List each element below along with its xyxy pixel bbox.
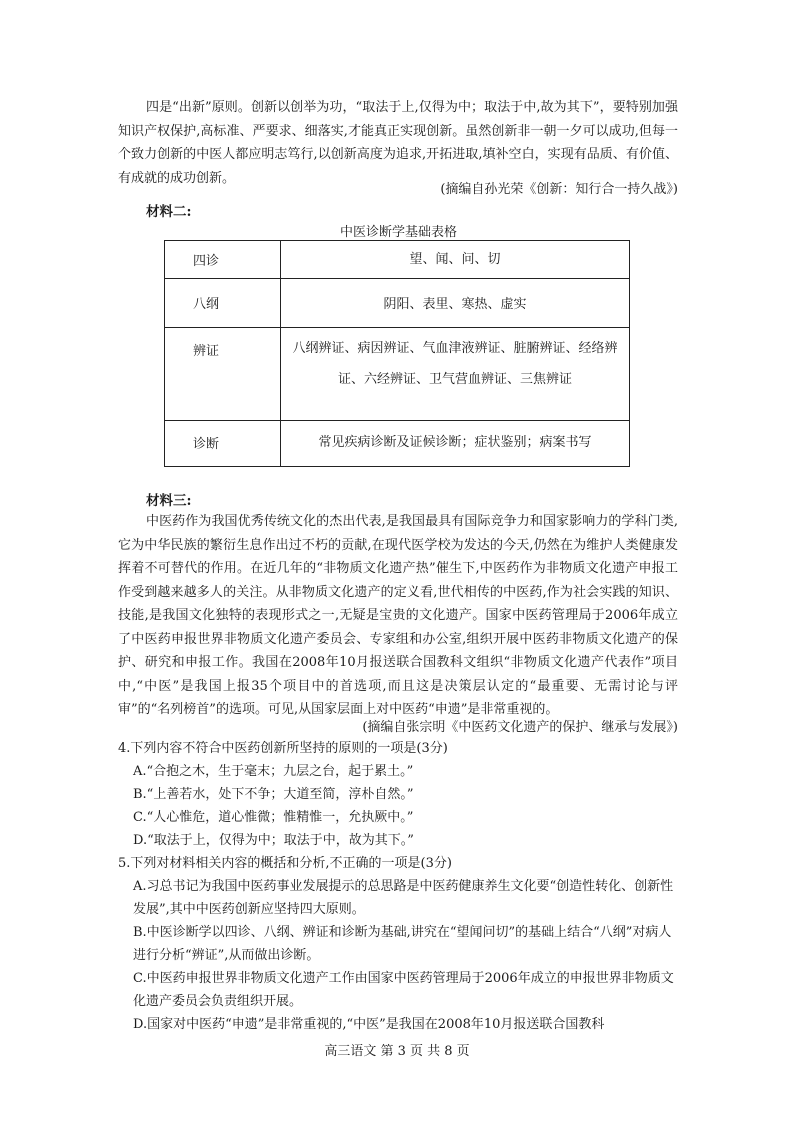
q5-option-a: A.习总书记为我国中医药事业发展提示的总思路是中医药健康养生文化要“创造性转化、创新性发展”,其中中医药创新应坚持四大原则。 — [133, 879, 674, 917]
table-row — [165, 241, 630, 279]
material2-label: 材料二: — [146, 204, 192, 220]
material3-label: 材料三: — [146, 493, 192, 509]
table-value: 望、闻、问、切 — [281, 241, 630, 279]
table-key: 四诊 — [165, 241, 281, 279]
table-value: 八纲辨证、病因辨证、气血津液辨证、脏腑辨证、经络辨证、六经辨证、卫气营血辨证、三焦辨证 — [281, 327, 630, 420]
q4-option-d: D.“取法于上，仅得为中；取法于中，故为其下。” — [133, 833, 414, 848]
table-row — [165, 327, 630, 420]
table-value: 常见疾病诊断及证候诊断；症状鉴别；病案书写 — [281, 420, 630, 466]
question-4-stem: 4.下列内容不符合中医药创新所坚持的原则的一项是(3分) — [118, 741, 448, 756]
material3-paragraph: 中医药作为我国优秀传统文化的杰出代表,是我国最具有国际竞争力和国家影响力的学科门类,它为中华民族的繁衍生息作出过不朽的贡献,在现代医学校为发达的今天,仍然在为维护人类健康发挥着不可替代的作用。在近几年的“非物质文化遗产热”催生下,中医药作为非物质文化遗产申报工作受到越来越多人的关注。从非物质文化遗产的定义看,世代相传的中医药,作为社会实践的知识、技能,是我国文化独特的表现形式之一,无疑是宝贵的文化遗产。国家中医药管理局于2006年成立了中医药申报世界非物质文化遗产委员会、专家组和办公室,组织开展中医药非物质文化遗产的保护、研究和申报工作。我国在2008年10月报送联合国教科文组织“非物质文化遗产代表作”项目中,“中医”是我国上报35个项目中的首选项,而且这是决策层认定的“最重要、无需讨论与评审”的“名列榜首”的选项。可见,从国家层面上对中医药“申遗”是非常重视的。 — [118, 514, 678, 717]
table-key: 辨证 — [165, 327, 281, 420]
q4-option-a: A.“合抱之木，生于毫末；九层之台，起于累土。” — [133, 764, 414, 779]
table-row — [165, 279, 630, 327]
table-value: 阴阳、表里、寒热、虚实 — [281, 279, 630, 327]
diagnosis-table — [164, 240, 630, 467]
table-title: 中医诊断学基础表格 — [340, 225, 458, 240]
table-key: 八纲 — [165, 279, 281, 327]
q5-option-c: C.中医药申报世界非物质文化遗产工作由国家中医药管理局于2006年成立的申报世界非物质文化遗产委员会负责组织开展。 — [133, 971, 674, 1009]
material1-source: (摘编自孙光荣《创新：知行合一持久战》) — [440, 182, 678, 197]
q5-option-d: D.国家对中医药“申遗”是非常重视的,“中医”是我国在2008年10月报送联合国教科 — [133, 1017, 605, 1032]
table-row — [165, 420, 630, 466]
q5-option-b: B.中医诊断学以四诊、八纲、辨证和诊断为基础,讲究在“望闻问切”的基础上结合“八纲”对病人进行分析“辨证”,从而做出诊断。 — [133, 925, 672, 963]
page-footer: 高三语文 第 3 页 共 8 页 — [324, 1044, 470, 1059]
material1-paragraph: 四是“出新”原则。创新以创举为功，“取法于上,仅得为中；取法于中,故为其下”，要特别加强知识产权保护,高标准、严要求、细落实,才能真正实现创新。虽然创新非一朝一夕可以成功,但每一个致力创新的中医人都应明志笃行,以创新高度为追求,开拓进取,填补空白，实现有品质、有价值、有成就的成功创新。 — [118, 100, 678, 186]
q4-option-c: C.“人心惟危，道心惟微；惟精惟一，允执厥中。” — [133, 810, 414, 825]
q4-option-b: B.“上善若水，处下不争；大道至简，淳朴自然。” — [133, 787, 414, 802]
table-key: 诊断 — [165, 420, 281, 466]
material3-source: (摘编自张宗明《中医药文化遗产的保护、继承与发展》) — [362, 720, 678, 735]
question-5-stem: 5.下列对材料相关内容的概括和分析,不正确的一项是(3分) — [118, 856, 452, 871]
